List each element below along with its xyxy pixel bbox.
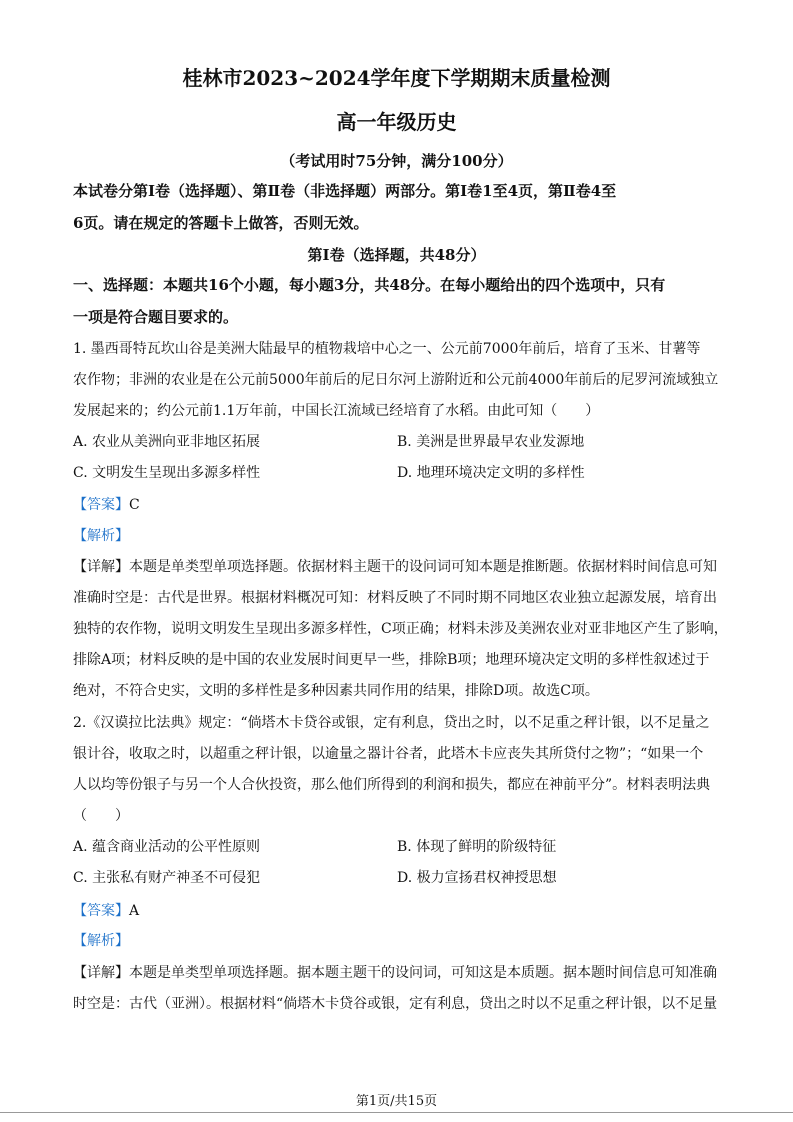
detail-text: 本题是单类型单项选择题。据本题主题干的设问词，可知这是本质题。据本题时间信息可知准确 <box>129 965 717 981</box>
q2-option-c: C. 主张私有财产神圣不可侵犯 <box>73 870 261 886</box>
q1-detail-1 <box>73 556 723 576</box>
q2-stem-3: 人以均等份银子与另一个人合伙投资，那么他们所得到的利润和损失，都应在神前平分”。材料表明法典 <box>73 777 711 793</box>
q1-option-a: A. 农业从美洲向亚非地区拓展 <box>73 434 261 450</box>
exam-title: 桂林市2023~2024学年度下学期期末质量检测 <box>182 66 611 90</box>
intro-line-2: 6页。请在规定的答题卡上做答，否则无效。 <box>73 214 369 232</box>
q1-analysis-tag: 【解析】 <box>73 528 129 544</box>
q2-stem-4: （ ） <box>73 808 129 824</box>
q1-answer <box>73 494 723 514</box>
detail-tag: 【详解】 <box>73 965 129 981</box>
q2-stem-2: 银计谷，收取之时，以超重之秤计银，以逾量之器计谷者，此塔木卡应丧失其所贷付之物”；“如果一个 <box>73 746 704 762</box>
q1-stem-3: 发展起来的；约公元前1.1万年前，中国长江流域已经培育了水稻。由此可知（ ） <box>73 403 600 419</box>
q1-option-c: C. 文明发生呈现出多源多样性 <box>73 465 261 481</box>
q2-option-b: B. 体现了鲜明的阶级特征 <box>397 839 557 855</box>
q2-stem-1: 2.《汉谟拉比法典》规定：“倘塔木卡贷谷或银，定有利息，贷出之时，以不足重之秤计银，以不足量之 <box>73 715 710 731</box>
q2-detail-2: 时空是：古代（亚洲）。根据材料“倘塔木卡贷谷或银，定有利息，贷出之时以不足重之秤计银，以不足量 <box>73 996 718 1012</box>
detail-tag: 【详解】 <box>73 559 129 575</box>
q2-analysis-tag: 【解析】 <box>73 933 129 949</box>
answer-tag: 【答案】 <box>73 903 129 919</box>
exam-subtitle: 高一年级历史 <box>336 110 457 134</box>
answer-value: A <box>129 903 140 919</box>
section-heading-2: 一项是符合题目要求的。 <box>73 308 239 326</box>
answer-tag: 【答案】 <box>73 497 129 513</box>
footer-divider <box>0 1112 793 1113</box>
q1-detail-5: 绝对，不符合史实，文明的多样性是多种因素共同作用的结果，排除D项。故选C项。 <box>73 683 599 699</box>
q2-answer <box>73 900 723 920</box>
answer-value: C <box>129 497 140 513</box>
q2-detail-1 <box>73 962 723 982</box>
exam-info: （考试用时75分钟，满分100分） <box>280 152 513 170</box>
q2-option-a: A. 蕴含商业活动的公平性原则 <box>73 839 261 855</box>
q1-stem-2: 农作物；非洲的农业是在公元前5000年前后的尼日尔河上游附近和公元前4000年前后的尼罗河流域独立 <box>73 372 719 388</box>
q2-option-d: D. 极力宣扬君权神授思想 <box>397 870 557 886</box>
page-number: 第1页/共15页 <box>355 1094 438 1109</box>
intro-line-1: 本试卷分第Ⅰ卷（选择题）、第Ⅱ卷（非选择题）两部分。第Ⅰ卷1至4页，第Ⅱ卷4至 <box>73 182 617 200</box>
part-one-heading: 第Ⅰ卷（选择题，共48分） <box>307 246 486 264</box>
section-heading-1: 一、选择题：本题共16个小题，每小题3分，共48分。在每小题给出的四个选项中，只有 <box>73 276 666 294</box>
q1-detail-2: 准确时空是：古代是世界。根据材料概况可知：材料反映了不同时期不同地区农业独立起源发展，培育出 <box>73 590 717 606</box>
q1-stem-1: 1. 墨西哥特瓦坎山谷是美洲大陆最早的植物栽培中心之一、公元前7000年前后，培育了玉米、甘薯等 <box>73 341 701 357</box>
q1-option-d: D. 地理环境决定文明的多样性 <box>397 465 585 481</box>
detail-text: 本题是单类型单项选择题。依据材料主题干的设问词可知本题是推断题。依据材料时间信息可知 <box>129 559 717 575</box>
q1-detail-3: 独特的农作物，说明文明发生呈现出多源多样性，C项正确；材料未涉及美洲农业对亚非地区产生了影响， <box>73 621 728 637</box>
q1-option-b: B. 美洲是世界最早农业发源地 <box>397 434 585 450</box>
q1-detail-4: 排除A项；材料反映的是中国的农业发展时间更早一些，排除B项；地理环境决定文明的多样性叙述过于 <box>73 652 710 668</box>
